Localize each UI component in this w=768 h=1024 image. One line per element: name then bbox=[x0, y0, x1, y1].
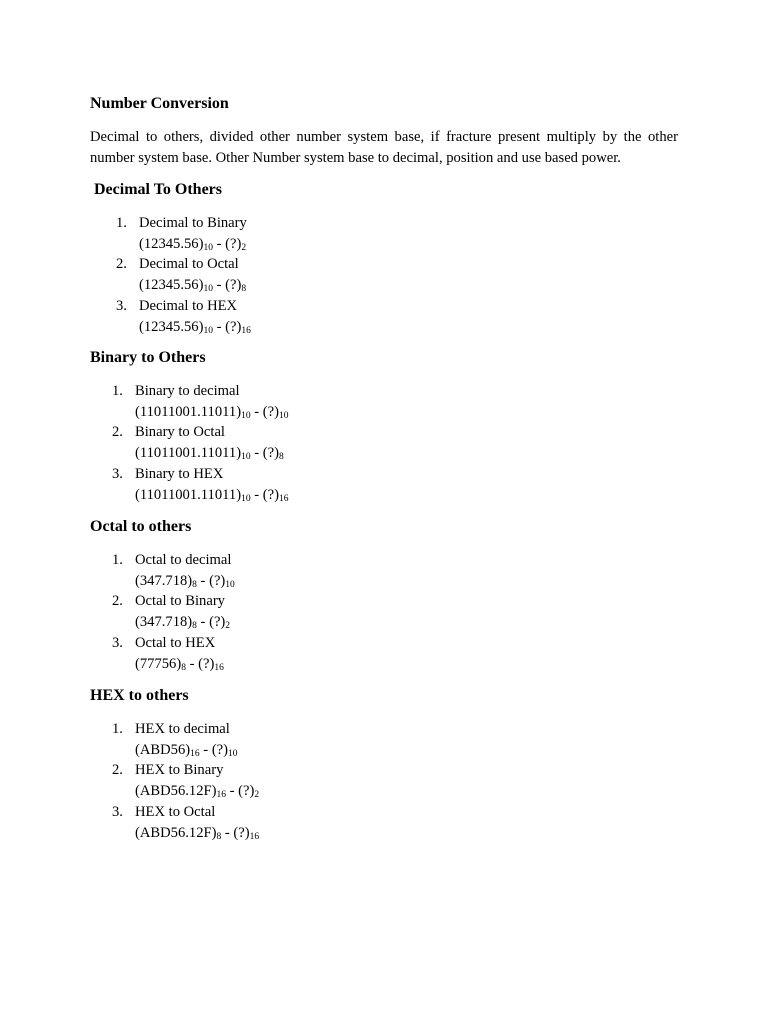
source-base: 16 bbox=[216, 790, 226, 801]
source-base: 16 bbox=[190, 748, 200, 759]
expression-separator: - bbox=[250, 486, 263, 503]
list-item bbox=[90, 464, 678, 505]
target-value: (?) bbox=[198, 655, 215, 672]
expression-separator: - bbox=[185, 655, 199, 672]
conversion-label: Octal to decimal bbox=[135, 552, 232, 568]
target-base: 2 bbox=[241, 242, 247, 253]
list-item bbox=[90, 760, 678, 801]
document-title: Number Conversion bbox=[90, 95, 229, 112]
list-number: 2. bbox=[112, 593, 123, 610]
section-binary-to-others bbox=[90, 348, 678, 505]
source-base: 10 bbox=[241, 410, 251, 421]
conversion-expression bbox=[139, 234, 682, 255]
list-item bbox=[90, 422, 678, 463]
list-item bbox=[90, 802, 678, 843]
target-value: (?) bbox=[238, 783, 255, 800]
source-base: 8 bbox=[216, 831, 222, 842]
source-value: (12345.56) bbox=[139, 235, 204, 252]
list-number: 1. bbox=[112, 552, 123, 568]
conversion-label: Octal to HEX bbox=[135, 634, 216, 651]
conversion-label: Octal to Binary bbox=[135, 593, 225, 610]
target-base: 2 bbox=[225, 621, 231, 632]
list-number: 3. bbox=[112, 803, 123, 820]
list-number: 1. bbox=[116, 215, 127, 231]
target-base: 2 bbox=[254, 790, 260, 801]
conversion-expression bbox=[135, 740, 678, 761]
conversion-label: Binary to Octal bbox=[135, 424, 225, 441]
list-item bbox=[94, 254, 682, 295]
target-value: (?) bbox=[262, 486, 279, 503]
source-base: 10 bbox=[241, 493, 251, 504]
source-base: 8 bbox=[192, 579, 197, 590]
conversion-expression bbox=[139, 275, 682, 296]
list-number: 1. bbox=[112, 383, 123, 399]
conversion-expression bbox=[135, 485, 678, 506]
list-number: 2. bbox=[116, 256, 127, 273]
target-base: 10 bbox=[278, 410, 289, 421]
source-base: 8 bbox=[192, 621, 197, 632]
conversion-label: Decimal to Binary bbox=[139, 215, 247, 231]
conversion-expression bbox=[135, 612, 678, 633]
target-value: (?) bbox=[225, 318, 242, 335]
intro-paragraph: Decimal to others, divided other number system base, if fracture present multiply by the other number system base. Other Number system base to decimal, position and use based power. bbox=[90, 129, 678, 166]
source-value: (ABD56) bbox=[135, 741, 191, 758]
section-hex-to-others bbox=[90, 686, 678, 843]
list-number: 2. bbox=[112, 424, 123, 441]
target-base: 16 bbox=[249, 831, 260, 842]
target-base: 8 bbox=[241, 284, 247, 295]
expression-separator: - bbox=[250, 403, 263, 420]
source-value: (ABD56.12F) bbox=[135, 824, 217, 841]
source-value: (11011001.11011) bbox=[135, 445, 242, 462]
conversion-list bbox=[90, 719, 678, 843]
target-base: 8 bbox=[278, 452, 284, 463]
conversion-expression bbox=[135, 654, 678, 675]
expression-separator: - bbox=[196, 572, 210, 589]
source-base: 10 bbox=[241, 452, 251, 463]
conversion-list bbox=[90, 381, 678, 505]
conversion-expression bbox=[135, 402, 678, 423]
target-base: 16 bbox=[214, 662, 224, 673]
target-base: 10 bbox=[225, 579, 235, 590]
list-number: 1. bbox=[112, 721, 123, 737]
section-heading: Octal to others bbox=[90, 518, 192, 535]
target-base: 10 bbox=[228, 748, 238, 759]
list-item bbox=[94, 213, 682, 254]
source-value: (347.718) bbox=[135, 614, 193, 631]
target-base: 16 bbox=[278, 493, 289, 504]
target-value: (?) bbox=[233, 824, 250, 841]
conversion-expression bbox=[135, 571, 678, 592]
source-value: (ABD56.12F) bbox=[135, 783, 217, 800]
conversion-label: HEX to Octal bbox=[135, 803, 216, 820]
section-heading: Binary to Others bbox=[90, 349, 206, 366]
source-base: 10 bbox=[203, 325, 213, 336]
list-item bbox=[90, 633, 678, 674]
conversion-list bbox=[94, 213, 682, 337]
target-base: 16 bbox=[241, 325, 251, 336]
target-value: (?) bbox=[209, 614, 226, 631]
source-base: 10 bbox=[203, 284, 213, 295]
list-item bbox=[94, 296, 682, 337]
list-number: 3. bbox=[116, 297, 127, 314]
conversion-expression bbox=[135, 443, 678, 464]
conversion-label: HEX to Binary bbox=[135, 762, 224, 779]
expression-separator: - bbox=[250, 445, 263, 462]
conversion-label: Decimal to HEX bbox=[139, 297, 238, 314]
list-number: 3. bbox=[112, 634, 123, 651]
section-decimal-to-others bbox=[94, 180, 682, 337]
target-value: (?) bbox=[225, 277, 242, 294]
source-value: (12345.56) bbox=[139, 318, 204, 335]
target-value: (?) bbox=[262, 403, 279, 420]
expression-separator: - bbox=[196, 614, 210, 631]
conversion-list bbox=[90, 550, 678, 674]
source-value: (11011001.11011) bbox=[135, 403, 242, 420]
section-octal-to-others bbox=[90, 517, 678, 674]
list-number: 3. bbox=[112, 465, 123, 482]
list-item bbox=[90, 550, 678, 591]
source-value: (11011001.11011) bbox=[135, 486, 242, 503]
list-number: 2. bbox=[112, 762, 123, 779]
section-heading: HEX to others bbox=[90, 687, 189, 704]
list-item bbox=[90, 381, 678, 422]
conversion-label: Binary to HEX bbox=[135, 465, 224, 482]
source-value: (12345.56) bbox=[139, 277, 204, 294]
source-base: 10 bbox=[203, 242, 213, 253]
source-value: (347.718) bbox=[135, 572, 193, 589]
conversion-expression bbox=[135, 781, 678, 802]
conversion-expression bbox=[139, 317, 682, 338]
section-heading: Decimal To Others bbox=[94, 181, 222, 198]
expression-separator: - bbox=[212, 277, 226, 294]
source-value: (77756) bbox=[135, 655, 182, 672]
conversion-label: Decimal to Octal bbox=[139, 256, 239, 273]
conversion-label: HEX to decimal bbox=[135, 721, 230, 737]
expression-separator: - bbox=[225, 783, 239, 800]
target-value: (?) bbox=[211, 741, 229, 758]
list-item bbox=[90, 719, 678, 760]
expression-separator: - bbox=[212, 235, 226, 252]
expression-separator: - bbox=[212, 318, 226, 335]
expression-separator: - bbox=[221, 824, 234, 841]
expression-separator: - bbox=[199, 741, 212, 758]
conversion-label: Binary to decimal bbox=[135, 383, 240, 399]
list-item bbox=[90, 591, 678, 632]
conversion-expression bbox=[135, 823, 678, 844]
target-value: (?) bbox=[225, 235, 242, 252]
target-value: (?) bbox=[262, 445, 279, 462]
target-value: (?) bbox=[209, 572, 226, 589]
source-base: 8 bbox=[181, 662, 186, 673]
